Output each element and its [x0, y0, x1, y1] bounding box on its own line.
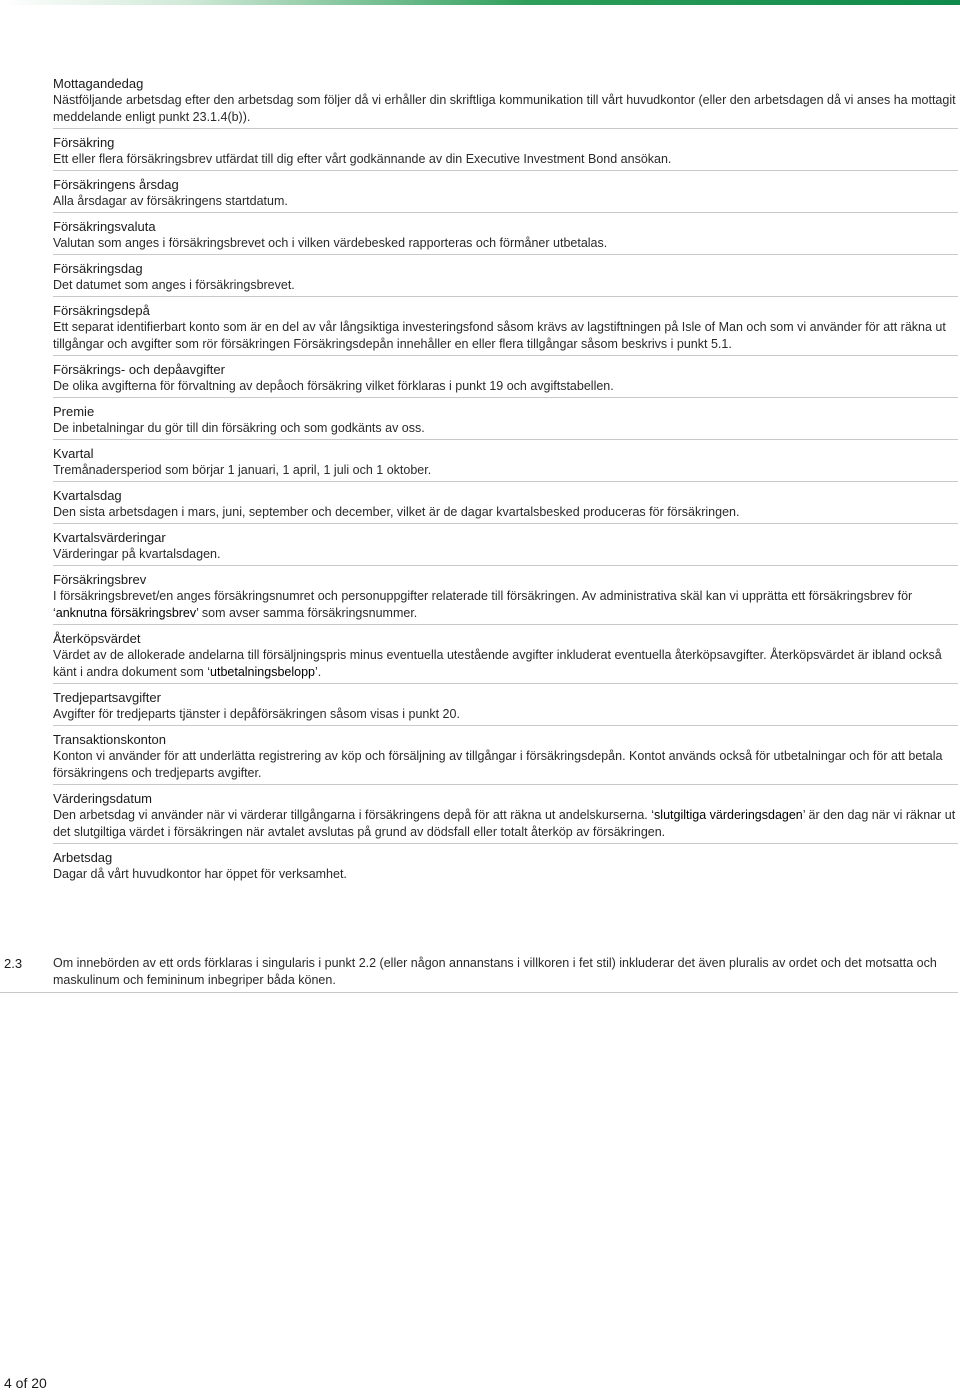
- definition-entry: [53, 729, 958, 785]
- definition-text: Alla årsdagar av försäkringens startdatum.: [53, 194, 288, 208]
- definition-text-part: ’ som avser samma försäkringsnummer.: [196, 606, 418, 620]
- definition-entry: [53, 401, 958, 440]
- definition-term: Premie: [53, 404, 95, 419]
- definition-entry: [53, 216, 958, 255]
- definition-term: Arbetsdag: [53, 850, 113, 865]
- definition-entry: [53, 527, 958, 566]
- clause-text: Om innebörden av ett ords förklaras i singularis i punkt 2.2 (eller någon annanstans i villkoren i fet stil) inkluderar det även pluralis av ordet och det motsatta och maskulinum och femininum inbegriper båda könen.: [53, 956, 937, 987]
- definition-text: De inbetalningar du gör till din försäkring och som godkänts av oss.: [53, 421, 425, 435]
- defined-term-highlight: anknutna försäkringsbrev: [55, 606, 197, 620]
- definition-term: Kvartalsvärderingar: [53, 530, 166, 545]
- definition-term: Försäkrings- och depåavgifter: [53, 362, 225, 377]
- definition-text: De olika avgifterna för förvaltning av depåoch försäkring vilket förklaras i punkt 19 och avgiftstabellen.: [53, 379, 614, 393]
- definition-text: Valutan som anges i försäkringsbrevet och i vilken värdebesked rapporteras och förmåner utbetalas.: [53, 236, 608, 250]
- definition-text: Tremånadersperiod som börjar 1 januari, 1 april, 1 juli och 1 oktober.: [53, 463, 432, 477]
- top-accent-bar: [0, 0, 960, 5]
- definition-entry: [53, 485, 958, 524]
- definition-text: Den sista arbetsdagen i mars, juni, september och december, vilket är de dagar kvartalsbesked produceras för försäkringen.: [53, 505, 740, 519]
- definition-text-part: Värdet av de allokerade andelarna till försäljningspris minus eventuella utestående avgifter inkluderat eventuella återköpsavgifter. Återköpsvärdet är ibland också känt i andra dokument som ‘: [53, 648, 942, 679]
- defined-term-highlight: slutgiltiga värderingsdagen: [654, 808, 803, 822]
- definition-text: Det datumet som anges i försäkringsbrevet.: [53, 278, 295, 292]
- definition-text: Nästföljande arbetsdag efter den arbetsdag som följer då vi erhåller din skriftliga kommunikation till vårt huvudkontor (eller den arbetsdagen då vi anses ha mottagit meddelande enligt punkt 23.1.4(b)).: [53, 93, 956, 124]
- definition-entry: [53, 174, 958, 213]
- definition-entry: [53, 687, 958, 726]
- definition-text-part: ’ är den dag när vi räknar ut det slutgiltiga värdet i försäkringen när avtalet avslutas på grund av dödsfall eller totalt återköp av försäkringen.: [53, 808, 956, 839]
- clause-number: 2.3: [4, 956, 23, 971]
- definition-entry: [53, 73, 958, 129]
- definition-text: Dagar då vårt huvudkontor har öppet för verksamhet.: [53, 867, 347, 881]
- definition-text: Värderingar på kvartalsdagen.: [53, 547, 221, 561]
- definition-text: Ett separat identifierbart konto som är en del av vår långsiktiga investeringsfond såsom krävs av lagstiftningen på Isle of Man och som vi använder för att räkna ut tillgångar och avgifter som rör försäkringen Försäkringsdepån innehåller en eller flera tillgångar såsom beskrivs i punkt 5.1.: [53, 320, 946, 351]
- definition-term: Försäkringsdepå: [53, 303, 150, 318]
- definition-term: Transaktionskonton: [53, 732, 166, 747]
- definition-entry: [53, 569, 958, 625]
- definition-term: Försäkringsdag: [53, 261, 143, 276]
- definition-entry: [53, 628, 958, 684]
- page-number: 4 of 20: [4, 1375, 47, 1391]
- definition-text: Avgifter för tredjeparts tjänster i depåförsäkringen såsom visas i punkt 20.: [53, 707, 460, 721]
- defined-term-highlight: utbetalningsbelopp: [210, 665, 315, 679]
- definition-text: [53, 588, 958, 622]
- definition-text-part: ’.: [314, 665, 322, 679]
- definition-text: [53, 647, 958, 681]
- definition-entry: [53, 788, 958, 844]
- definition-term: Kvartal: [53, 446, 94, 461]
- definition-text-part: I försäkringsbrevet/en anges försäkringsnumret och personuppgifter relaterade till försäkringen. Av administrativa skäl kan vi upprätta ett försäkringsbrev för ‘: [53, 589, 913, 620]
- definition-text: Konton vi använder för att underlätta registrering av köp och försäljning av tillgångar i försäkringsdepån. Kontot används också för utbetalningar och för att betala försäkringens och tredjeparts avgifter.: [53, 749, 943, 780]
- definition-term: Försäkringsvaluta: [53, 219, 156, 234]
- definition-term: Försäkringens årsdag: [53, 177, 179, 192]
- definition-term: Tredjepartsavgifter: [53, 690, 161, 705]
- definition-term: Kvartalsdag: [53, 488, 122, 503]
- clause-2-3: [0, 953, 958, 993]
- definitions-list: [53, 73, 958, 888]
- definition-text: [53, 807, 958, 841]
- definition-text: Ett eller flera försäkringsbrev utfärdat till dig efter vårt godkännande av din Executive Investment Bond ansökan.: [53, 152, 672, 166]
- definition-entry: [53, 300, 958, 356]
- definition-entry: [53, 847, 958, 885]
- definition-term: Mottagandedag: [53, 76, 144, 91]
- definition-term: Återköpsvärdet: [53, 631, 141, 646]
- definition-entry: [53, 443, 958, 482]
- definition-term: Värderingsdatum: [53, 791, 152, 806]
- definition-entry: [53, 359, 958, 398]
- definition-term: Försäkringsbrev: [53, 572, 147, 587]
- definition-entry: [53, 132, 958, 171]
- definition-entry: [53, 258, 958, 297]
- definition-text-part: Den arbetsdag vi använder när vi värderar tillgångarna i försäkringens depå för att räkna ut andelskurserna. ‘: [53, 808, 655, 822]
- definition-term: Försäkring: [53, 135, 115, 150]
